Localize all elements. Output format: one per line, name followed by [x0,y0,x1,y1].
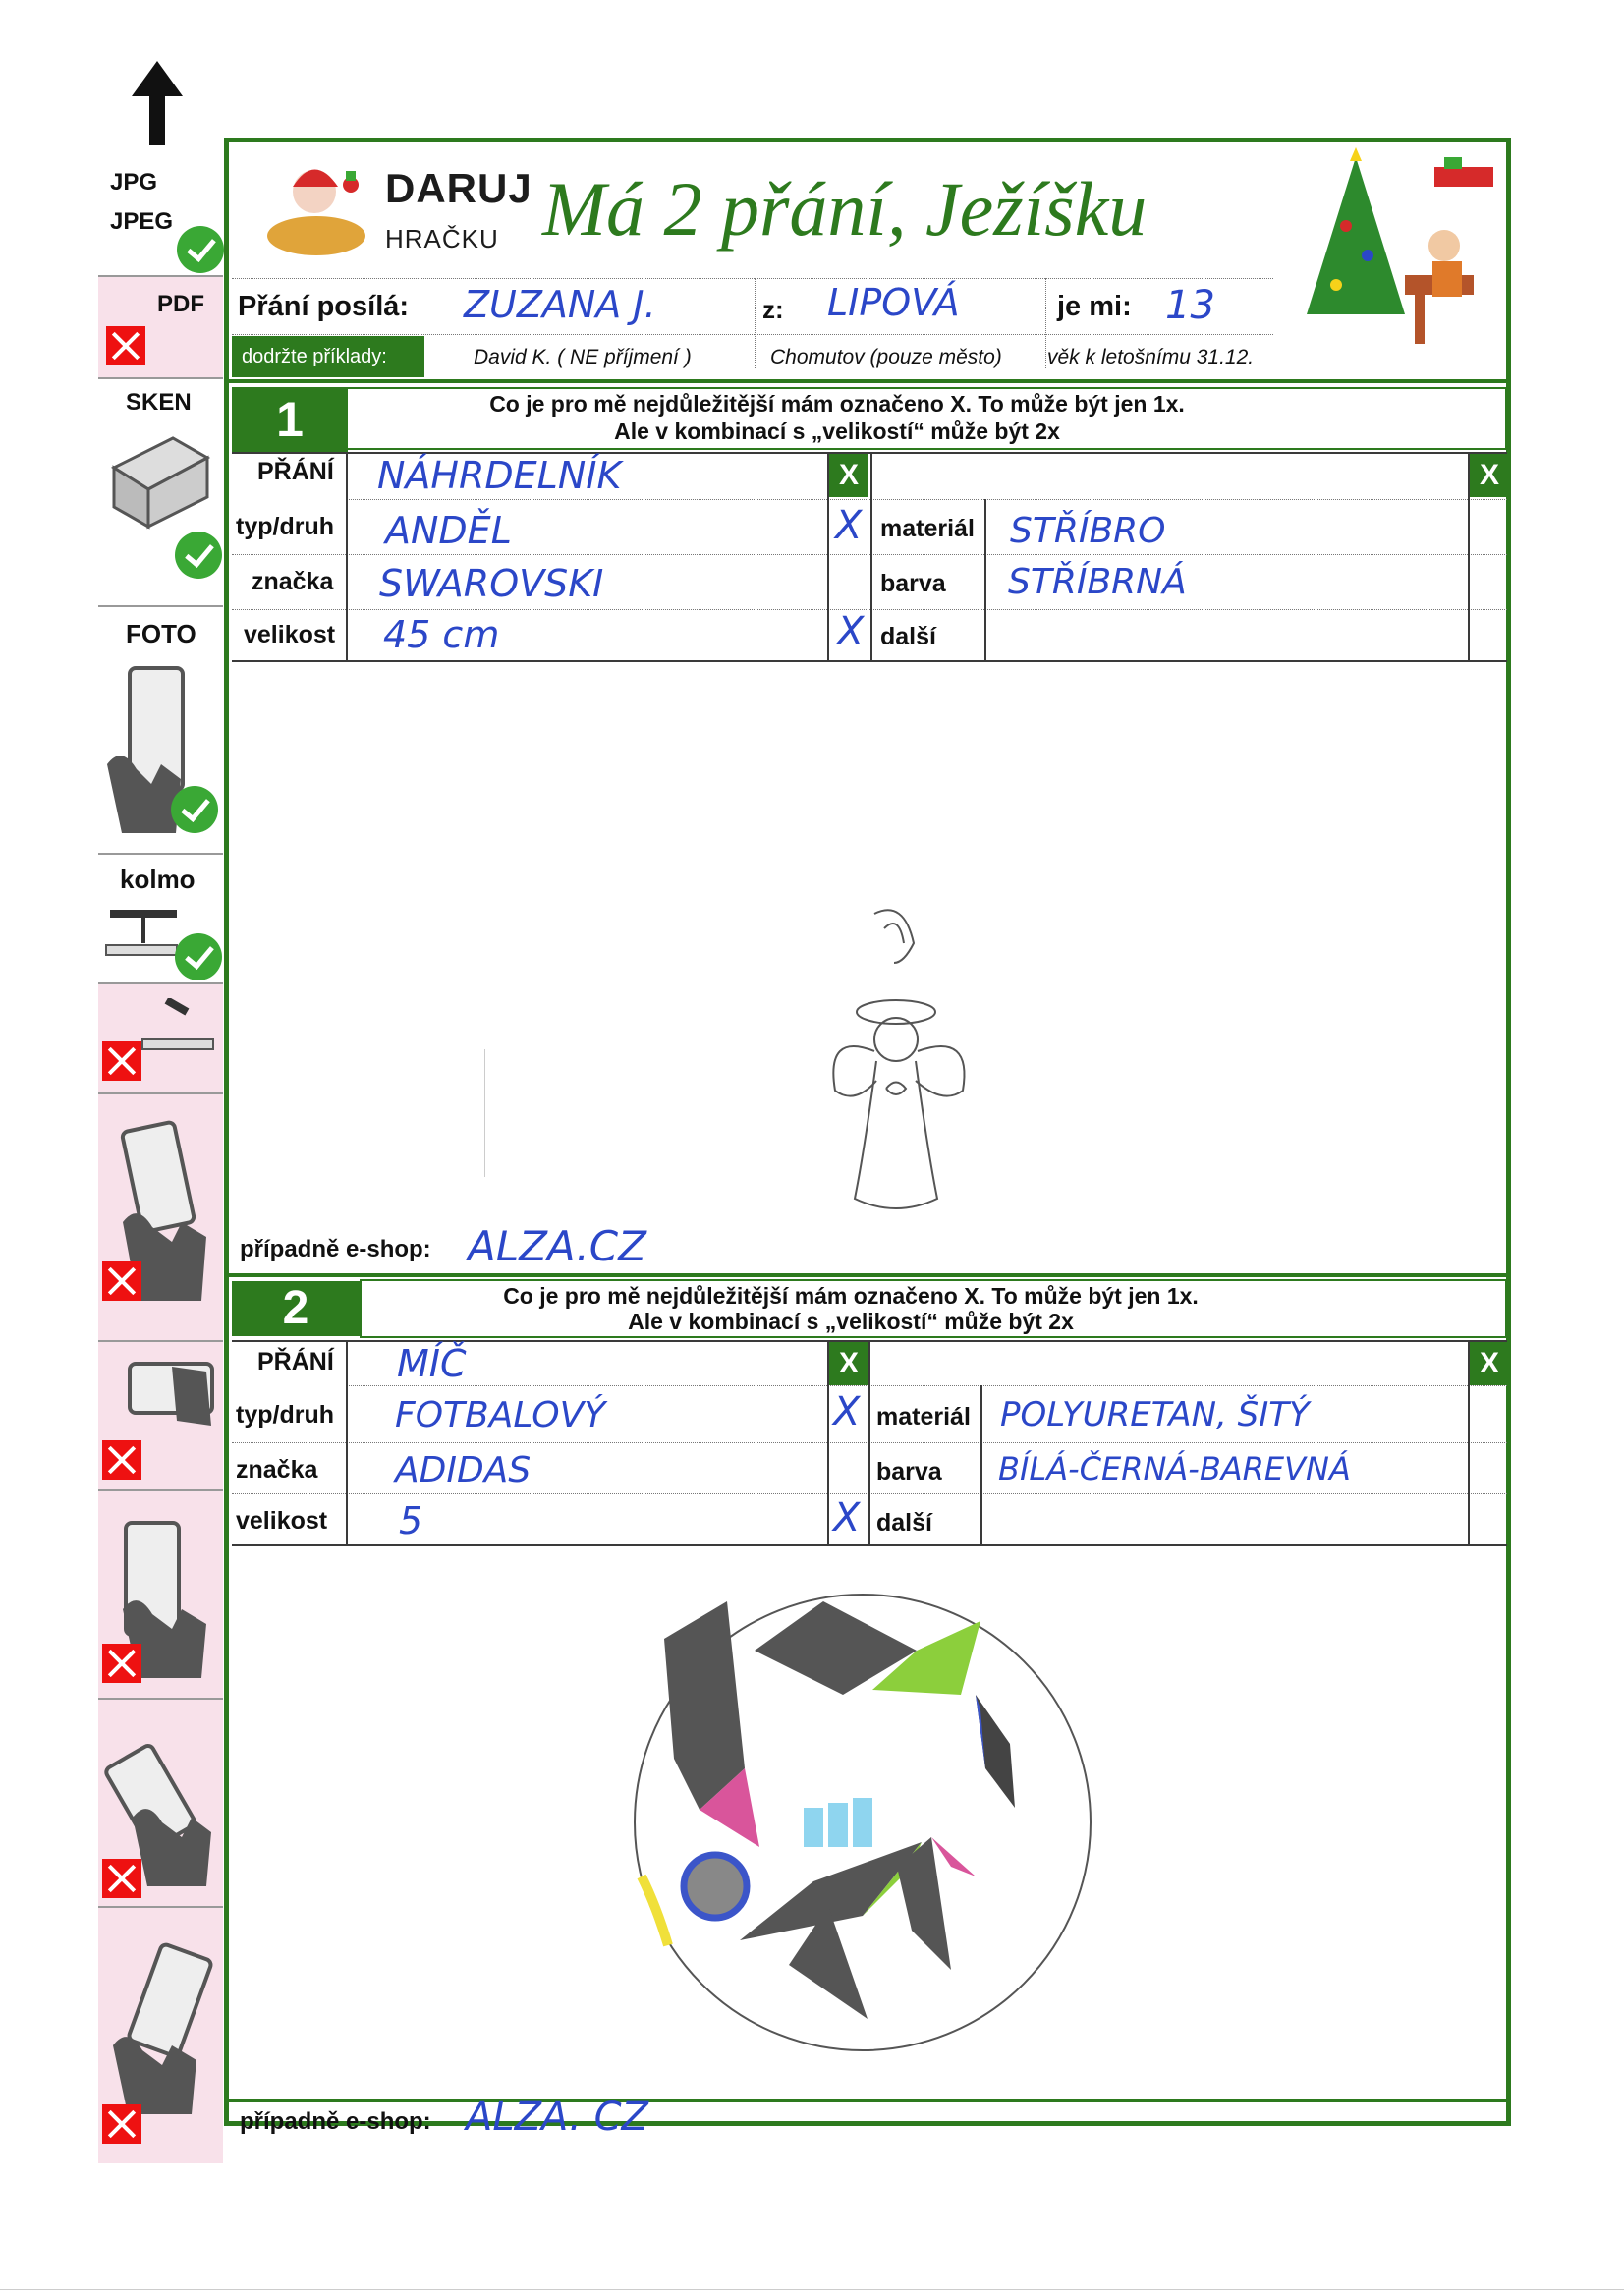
wish-1-color-value: STŘÍBRNÁ [1008,562,1187,602]
cross-icon [102,1041,141,1081]
divider [346,1385,1507,1386]
wish-1-eshop-label: případně e-shop: [240,1236,431,1262]
wish-2-size-mark: X [833,1495,861,1540]
example-city: Chomutov (pouze město) [770,346,1002,368]
wish-2-size-value: 5 [399,1499,423,1542]
sidebar-perpendicular-section [98,853,223,982]
check-icon [175,532,222,579]
divider [232,278,1273,279]
photo-label: FOTO [126,619,196,648]
divider [346,1340,348,1544]
wish-1-material-label: materiál [880,515,975,542]
christmas-tree-icon [1277,147,1503,373]
divider [980,1385,982,1544]
wish-2-wish-value: MÍČ [397,1342,467,1385]
up-arrow-icon [128,59,187,147]
cross-icon [102,1644,141,1683]
wish-2-type-label: typ/druh [236,1401,334,1428]
sidebar-photo-section [98,605,223,853]
wish-2-brand-label: značka [236,1456,318,1484]
wish-2-x-marker-right: X [1470,1342,1509,1385]
pdf-label: PDF [157,291,204,317]
check-icon [171,786,218,833]
wish-1-wish-label: PŘÁNÍ [257,458,334,485]
divider [868,1340,870,1544]
wish-1-type-value: ANDĚL [385,509,512,552]
sidebar-angled-section [98,982,223,1092]
logo-santa-icon [257,157,375,260]
from-value: LIPOVÁ [827,281,960,324]
sender-name-value: ZUZANA J. [464,283,656,326]
wish-2-material-label: materiál [876,1403,971,1430]
cross-icon [102,1440,141,1480]
wish-2-color-label: barva [876,1458,942,1485]
wish-1-instruction-line2: Ale v kombinací s „velikostí“ může být 2x [614,419,1060,444]
wish-2-type-value: FOTBALOVÝ [395,1395,606,1435]
age-label: je mi: [1057,291,1132,322]
wish-2-instruction-line1: Co je pro mě nejdůležitější mám označeno X. To může být jen 1x. [503,1283,1199,1309]
logo-text-hracku: HRAČKU [385,224,499,253]
wish-1-x-marker: X [829,454,868,497]
check-icon [175,933,222,980]
divider [755,278,756,368]
wish-1-brand-label: značka [252,568,334,595]
wish-2-type-mark: X [833,1389,861,1434]
scan-edge-line [0,2289,1624,2290]
sidebar-landscape-section [98,1340,223,1489]
hand-icon [167,1362,216,1430]
divider [484,1049,485,1177]
wish-2-instruction-line2: Ale v kombinací s „velikostí“ může být 2x [628,1309,1074,1334]
divider [346,452,348,660]
sidebar-rotated-section [98,1698,223,1906]
wish-1-number: 1 [232,387,348,452]
wish-2-number: 2 [232,1281,360,1336]
wish-1-x-marker-right: X [1470,454,1509,497]
wish-1-instruction-line1: Co je pro mě nejdůležitější mám označeno X. To může být jen 1x. [489,391,1185,417]
divider [870,452,872,660]
wish-2-eshop-label: případně e-shop: [240,2108,431,2135]
wish-1-eshop-value: ALZA.CZ [468,1222,646,1270]
from-label: z: [762,295,784,324]
wish-1-type-label: typ/druh [236,513,334,540]
sidebar-tilted-photo-section [98,1092,223,1340]
wish-1-other-label: další [880,623,936,650]
jpeg-label: JPEG [110,208,174,235]
divider [232,609,1507,610]
divider [228,2099,1507,2102]
cross-icon [102,1859,141,1898]
sidebar-scan-section [98,377,223,605]
wish-2-eshop-value: ALZA. CZ [466,2095,648,2140]
hand-icon [108,2016,206,2114]
angel-pendant-drawing [806,904,1002,1228]
page-title: Má 2 přání, Ježíšku [542,166,1148,252]
perpendicular-label: kolmo [120,865,196,894]
divider [232,554,1507,555]
wish-2-material-value: POLYURETAN, ŠITÝ [1000,1395,1310,1434]
divider [228,1273,1507,1277]
wish-1-color-label: barva [880,570,946,597]
cross-icon [102,2104,141,2144]
wish-2-brand-value: ADIDAS [395,1450,532,1490]
wish-1-material-value: STŘÍBRO [1010,511,1166,551]
wish-1-size-value: 45 cm [383,613,500,656]
sidebar-pdf-section [98,275,223,377]
examples-label: dodržte příklady: [232,336,424,377]
wish-1-brand-value: SWAROVSKI [379,562,604,605]
sender-label: Přání posílá: [238,291,410,322]
divider [1045,278,1046,368]
sidebar-jpg-section [98,157,223,273]
divider [228,379,1507,383]
wish-2-color-value: BÍLÁ-ČERNÁ-BAREVNÁ [998,1450,1351,1487]
divider [232,334,1273,335]
check-icon [177,226,224,273]
wish-1-size-label: velikost [244,621,336,648]
divider [346,499,1507,500]
perpendicular-camera-icon [104,904,183,963]
wish-1-wish-value: NÁHRDELNÍK [377,454,622,497]
example-age: věk k letošnímu 31.12. [1047,346,1255,368]
football-drawing [617,1582,1108,2063]
sidebar-skewed-section [98,1906,223,2163]
wish-1-size-mark: X [837,609,865,654]
divider [984,499,986,660]
wish-2-wish-label: PŘÁNÍ [257,1348,334,1375]
wish-2-other-label: další [876,1509,932,1537]
wish-1-type-mark: X [835,503,863,548]
cross-icon [106,326,145,365]
example-name: David K. ( NE příjmení ) [474,346,692,368]
cross-icon [102,1261,141,1301]
wish-2-x-marker: X [829,1342,868,1385]
wish-2-size-label: velikost [236,1507,328,1535]
scan-label: SKEN [126,389,192,416]
sidebar-handheld-section [98,1489,223,1698]
logo-text-daruj: DARUJ [385,165,532,211]
angled-camera-icon [138,998,216,1057]
scanner-icon [104,428,212,536]
jpg-label: JPG [110,169,158,196]
age-value: 13 [1165,283,1215,328]
